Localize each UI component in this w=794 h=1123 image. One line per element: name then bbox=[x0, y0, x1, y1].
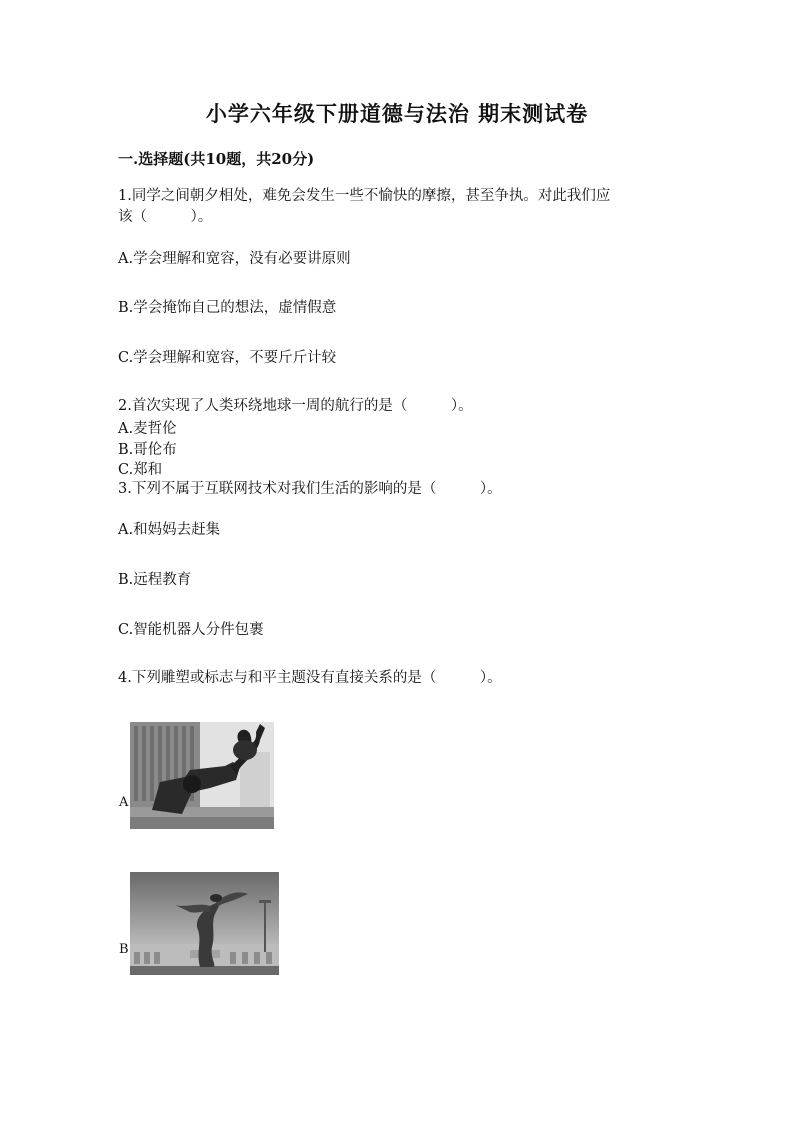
question-2-stem: 2.首次实现了人类环绕地球一周的航行的是（ ）。 bbox=[118, 398, 473, 414]
section-heading: 一.选择题(共10题，共20分) bbox=[118, 150, 315, 168]
question-3-stem: 3.下列不属于互联网技术对我们生活的影响的是（ ）。 bbox=[118, 481, 502, 497]
question-1-option-c: C.学会理解和宽容，不要斤斤计较 bbox=[118, 350, 337, 366]
dove-peace-sculpture-image bbox=[130, 872, 279, 975]
question-1-line-1: 1.同学之间朝夕相处，难免会发生一些不愉快的摩擦，甚至争执。对此我们应 bbox=[118, 188, 611, 204]
question-1-option-a: A.学会理解和宽容，没有必要讲原则 bbox=[118, 251, 351, 267]
question-3-option-b: B.远程教育 bbox=[118, 572, 192, 588]
question-1-option-b: B.学会掩饰自己的想法，虚情假意 bbox=[118, 300, 337, 316]
knotted-gun-sculpture-image bbox=[130, 722, 274, 829]
question-1-line-2: 该（ ）。 bbox=[118, 209, 213, 225]
question-3-option-c: C.智能机器人分件包裹 bbox=[118, 622, 264, 638]
question-2-option-b: B.哥伦布 bbox=[118, 442, 177, 458]
question-4-option-a-label: A bbox=[119, 795, 129, 810]
page-title: 小学六年级下册道德与法治 期末测试卷 bbox=[205, 101, 589, 126]
question-2-option-a: A.麦哲伦 bbox=[118, 421, 177, 437]
question-4-stem: 4.下列雕塑或标志与和平主题没有直接关系的是（ ）。 bbox=[118, 670, 502, 686]
question-3-option-a: A.和妈妈去赶集 bbox=[118, 522, 221, 538]
question-4-option-b-label: B bbox=[119, 942, 129, 957]
question-2-option-c: C.郑和 bbox=[118, 462, 163, 478]
